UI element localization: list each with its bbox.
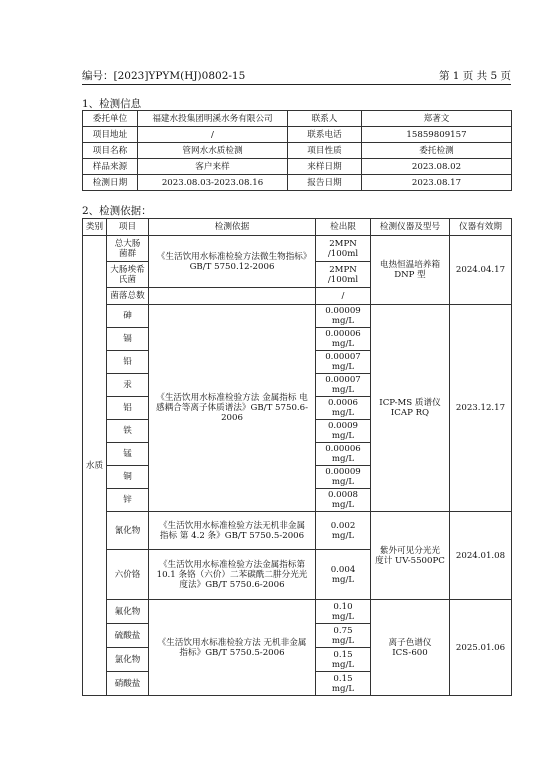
section1-title: 1、检测信息 bbox=[82, 98, 142, 110]
info-label: 来样日期 bbox=[288, 159, 362, 175]
info-value: 15859809157 bbox=[362, 127, 512, 143]
table-row bbox=[83, 159, 512, 175]
table-row bbox=[83, 127, 512, 143]
info-label: 项目性质 bbox=[288, 143, 362, 159]
info-value: 客户来样 bbox=[138, 159, 288, 175]
info-table bbox=[82, 110, 512, 191]
limit-cell: 0.00009 mg/L bbox=[316, 305, 371, 328]
item-cell: 氟化物 bbox=[107, 600, 149, 624]
info-label: 报告日期 bbox=[288, 175, 362, 191]
limit-cell: 2MPN /100ml bbox=[316, 236, 371, 262]
info-value: 委托检测 bbox=[362, 143, 512, 159]
info-value: / bbox=[138, 127, 288, 143]
limit-cell: 2MPN /100ml bbox=[316, 262, 371, 288]
limit-cell: 0.0008 mg/L bbox=[316, 489, 371, 512]
item-cell: 汞 bbox=[107, 374, 149, 397]
col-header: 检测依据 bbox=[149, 219, 316, 236]
limit-cell: 0.75 mg/L bbox=[316, 624, 371, 648]
item-cell: 氯化物 bbox=[107, 648, 149, 672]
item-cell: 铅 bbox=[107, 351, 149, 374]
info-label: 项目名称 bbox=[83, 143, 138, 159]
info-label: 联系人 bbox=[288, 111, 362, 127]
info-label: 项目地址 bbox=[83, 127, 138, 143]
table-row bbox=[83, 143, 512, 159]
item-cell: 铁 bbox=[107, 420, 149, 443]
item-cell: 大肠埃希 氏菌 bbox=[107, 262, 149, 288]
limit-cell: / bbox=[316, 288, 371, 305]
instrument-cell: 紫外可见分光光 度计 UV-5500PC bbox=[371, 512, 450, 600]
item-cell: 铝 bbox=[107, 397, 149, 420]
basis-cell: 《生活饮用水标准检验方法 无机非金属指标》GB/T 5750.5-2006 bbox=[149, 600, 316, 696]
item-cell: 铜 bbox=[107, 466, 149, 489]
item-cell: 硝酸盐 bbox=[107, 672, 149, 696]
item-cell: 菌落总数 bbox=[107, 288, 149, 305]
info-value: 郑著文 bbox=[362, 111, 512, 127]
info-label: 检测日期 bbox=[83, 175, 138, 191]
instrument-cell: ICP-MS 质谱仪 ICAP RQ bbox=[371, 305, 450, 512]
item-cell: 六价铬 bbox=[107, 550, 149, 600]
item-cell: 锌 bbox=[107, 489, 149, 512]
limit-cell: 0.15 mg/L bbox=[316, 648, 371, 672]
info-value: 福建水投集团明溪水务有限公司 bbox=[138, 111, 288, 127]
info-label: 联系电话 bbox=[288, 127, 362, 143]
info-label: 样品来源 bbox=[83, 159, 138, 175]
instrument-cell: 电热恒温培养箱 DNP 型 bbox=[371, 236, 450, 305]
limit-cell: 0.00006 mg/L bbox=[316, 328, 371, 351]
limit-cell: 0.00009 mg/L bbox=[316, 466, 371, 489]
table-row bbox=[83, 236, 512, 262]
info-label: 委托单位 bbox=[83, 111, 138, 127]
basis-table bbox=[82, 218, 512, 696]
table-row bbox=[83, 600, 512, 624]
table-row bbox=[83, 512, 512, 550]
item-cell: 氰化物 bbox=[107, 512, 149, 550]
col-header: 检测仪器及型号 bbox=[371, 219, 450, 236]
col-header: 仪器有效期 bbox=[450, 219, 512, 236]
validity-cell: 2024.01.08 bbox=[450, 512, 512, 600]
limit-cell: 0.004 mg/L bbox=[316, 550, 371, 600]
col-header: 检出限 bbox=[316, 219, 371, 236]
info-value: 2023.08.02 bbox=[362, 159, 512, 175]
limit-cell: 0.00006 mg/L bbox=[316, 443, 371, 466]
basis-cell: 《生活饮用水标准检验方法金属指标第 10.1 条铬（六价）二苯碳酰二肼分光光度法》GB/T 5750.6-2006 bbox=[149, 550, 316, 600]
info-value: 管网水水质检测 bbox=[138, 143, 288, 159]
basis-cell: 《生活饮用水标准检验方法 金属指标 电感耦合等离子体质谱法》GB/T 5750.6-2006 bbox=[149, 305, 316, 512]
validity-cell: 2024.04.17 bbox=[450, 236, 512, 305]
table-row bbox=[83, 175, 512, 191]
item-cell: 锰 bbox=[107, 443, 149, 466]
col-header: 项目 bbox=[107, 219, 149, 236]
validity-cell: 2025.01.06 bbox=[450, 600, 512, 696]
table-row bbox=[83, 305, 512, 328]
basis-cell: 《生活饮用水标准检验方法微生物指标》GB/T 5750.12-2006 bbox=[149, 236, 316, 288]
basis-cell-empty bbox=[149, 288, 316, 305]
limit-cell: 0.0006 mg/L bbox=[316, 397, 371, 420]
report-header bbox=[82, 68, 511, 82]
category-cell: 水质 bbox=[83, 236, 107, 696]
limit-cell: 0.10 mg/L bbox=[316, 600, 371, 624]
limit-cell: 0.15 mg/L bbox=[316, 672, 371, 696]
section2-title: 2、检测依据： bbox=[82, 205, 152, 217]
report-number: 编号：[2023]YPYM(HJ)0802-15 bbox=[82, 70, 246, 82]
header-divider bbox=[82, 84, 511, 85]
info-value: 2023.08.03-2023.08.16 bbox=[138, 175, 288, 191]
col-header: 类别 bbox=[83, 219, 107, 236]
instrument-cell: 离子色谱仪 ICS-600 bbox=[371, 600, 450, 696]
info-value: 2023.08.17 bbox=[362, 175, 512, 191]
item-cell: 砷 bbox=[107, 305, 149, 328]
limit-cell: 0.00007 mg/L bbox=[316, 374, 371, 397]
basis-cell: 《生活饮用水标准检验方法无机非金属指标 第 4.2 条》GB/T 5750.5-2006 bbox=[149, 512, 316, 550]
limit-cell: 0.002 mg/L bbox=[316, 512, 371, 550]
item-cell: 镉 bbox=[107, 328, 149, 351]
item-cell: 总大肠 菌群 bbox=[107, 236, 149, 262]
item-cell: 硫酸盐 bbox=[107, 624, 149, 648]
table-row bbox=[83, 111, 512, 127]
limit-cell: 0.0009 mg/L bbox=[316, 420, 371, 443]
page-indicator: 第 1 页 共 5 页 bbox=[438, 70, 511, 82]
limit-cell: 0.00007 mg/L bbox=[316, 351, 371, 374]
validity-cell: 2023.12.17 bbox=[450, 305, 512, 512]
table-header-row bbox=[83, 219, 512, 236]
